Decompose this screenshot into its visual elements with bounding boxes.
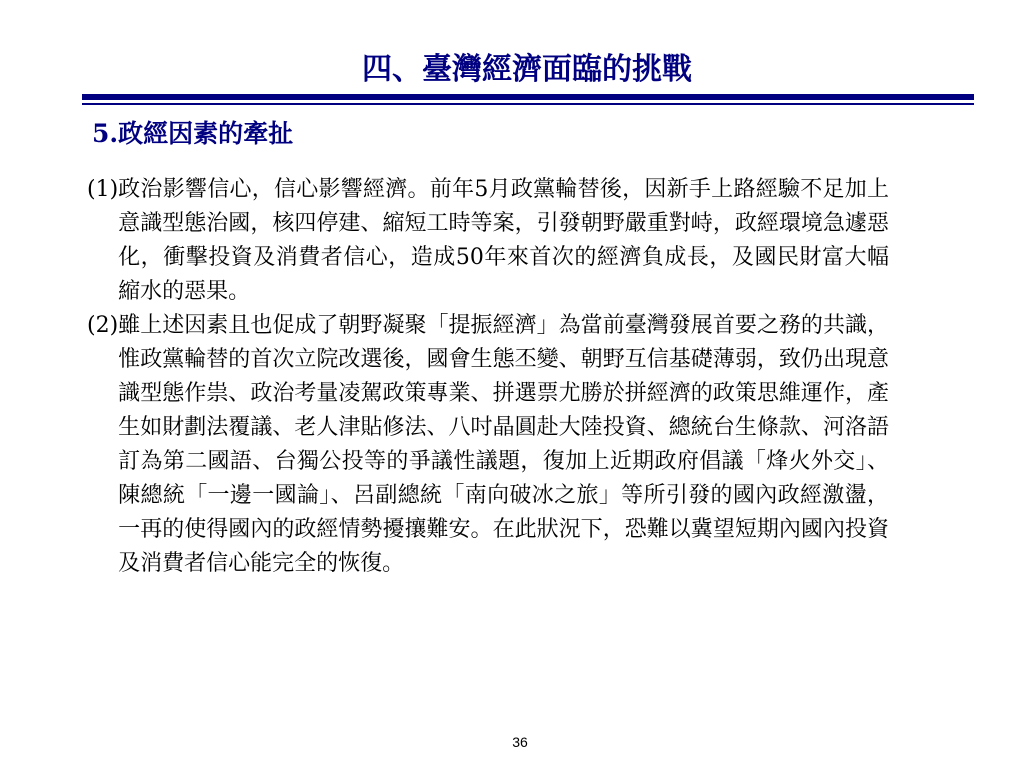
paragraph-1 [87,173,889,309]
body-content [87,173,889,581]
paragraph-2-text: 雖上述因素且也促成了朝野凝聚「提振經濟」為當前臺灣發展首要之務的共識，惟政黨輪替的首次立院改選後，國會生態丕變、朝野互信基礎薄弱，致仍出現意識型態作祟、政治考量凌駕政策專業、拼選票尤勝於拼經濟的政策思維運作，產生如財劃法覆議、老人津貼修法、八吋晶圓赴大陸投資、總統台生條款、河洛語訂為第二國語、台獨公投等的爭議性議題，復加上近期政府倡議「烽火外交」、陳總統「一邊一國論」、呂副總統「南向破冰之旅」等所引發的國內政經激盪，一再的使得國內的政經情勢擾攘難安。在此狀況下，恐難以冀望短期內國內投資及消費者信心能完全的恢復。 [118,313,889,576]
paragraph-1-number: (1) [87,177,119,202]
section-heading: 5.政經因素的牽扯 [92,119,294,148]
paragraph-1-text: 政治影響信心，信心影響經濟。前年5月政黨輪替後，因新手上路經驗不足加上意識型態治國，核四停建、縮短工時等案，引發朝野嚴重對峙，政經環境急遽惡化，衝擊投資及消費者信心，造成50年來首次的經濟負成長，及國民財富大幅縮水的惡果。 [118,177,889,304]
page-number: 36 [512,734,528,750]
title-divider-thin [82,103,974,105]
slide-title: 四、臺灣經濟面臨的挑戰 [362,52,692,87]
paragraph-2-number: (2) [87,313,119,338]
paragraph-2 [87,309,889,581]
title-divider-thick [82,94,974,100]
